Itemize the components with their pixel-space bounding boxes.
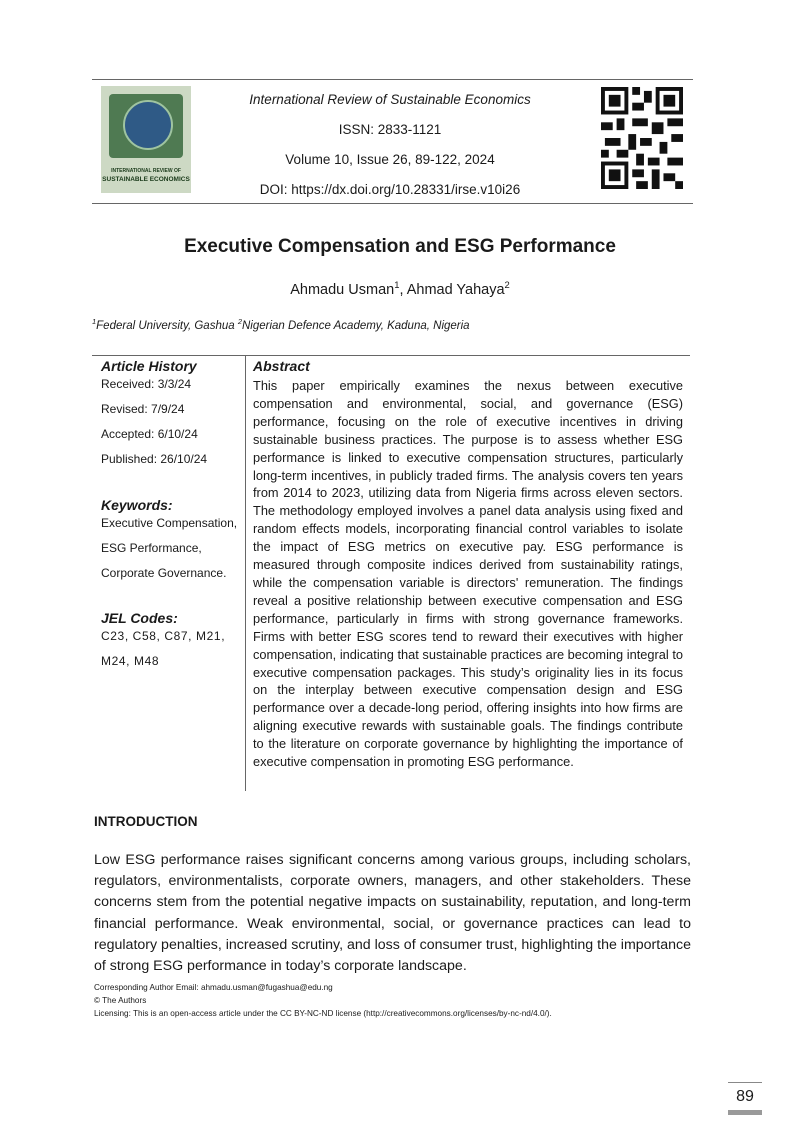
license-notice: Licensing: This is an open-access article under the CC BY-NC-ND license (http://creativecommons.org/licenses/by-nc-nd/4.0/). xyxy=(94,1009,552,1018)
affiliations xyxy=(92,317,470,332)
column-divider xyxy=(245,355,246,791)
author-1-affil-mark: 1 xyxy=(394,279,400,291)
keyword-3: Corporate Governance. xyxy=(101,566,227,580)
author-separator: , xyxy=(399,282,407,298)
issn: ISSN: 2833-1121 xyxy=(338,122,442,137)
page-number-bar xyxy=(728,1110,762,1115)
globe-icon xyxy=(123,100,173,150)
author-2-affil-mark: 2 xyxy=(504,279,510,291)
page-number: 89 xyxy=(736,1088,754,1105)
volume-info: Volume 10, Issue 26, 89-122, 2024 xyxy=(285,152,495,167)
affil-1: Federal University, Gashua xyxy=(96,320,238,332)
logo-caption-line2: SUSTAINABLE ECONOMICS xyxy=(102,176,190,183)
doi[interactable]: DOI: https://dx.doi.org/10.28331/irse.v10i26 xyxy=(259,182,521,197)
published-date: Published: 26/10/24 xyxy=(101,452,208,466)
corresponding-author-email: Corresponding Author Email: ahmadu.usman@fugashua@edu.ng xyxy=(94,983,333,992)
affil-2: Nigerian Defence Academy, Kaduna, Nigeria xyxy=(242,320,470,332)
jel-codes-line1: C23, C58, C87, M21, xyxy=(101,629,226,643)
introduction-text: Low ESG performance raises significant concerns among various groups, including scholars, regulators, environmentalists, corporate owners, managers, and other stakeholders. These concerns stem from the potential negative impacts on sustainability, reputation, and long-term financial performance. Weak environmental, social, or governance practices can lead to regulatory penalties, increased scrutiny, and loss of consumer trust, highlighting the importance of strong ESG performance in today’s corporate landscape. xyxy=(94,852,691,975)
received-date: Received: 3/3/24 xyxy=(101,377,192,391)
header-bottom-rule xyxy=(92,203,693,204)
affil-2-mark: 2 xyxy=(237,317,242,327)
journal-logo xyxy=(101,86,191,193)
authors xyxy=(0,279,800,298)
header-top-rule xyxy=(92,79,693,80)
logo-caption-line1: INTERNATIONAL REVIEW OF xyxy=(111,168,181,174)
copyright-notice: © The Authors xyxy=(94,996,147,1005)
page-number-rule xyxy=(728,1082,762,1083)
article-history-heading: Article History xyxy=(101,358,197,374)
author-2: Ahmad Yahaya xyxy=(406,282,505,298)
author-1: Ahmadu Usman xyxy=(290,282,395,298)
revised-date: Revised: 7/9/24 xyxy=(101,402,185,416)
keyword-2: ESG Performance, xyxy=(101,541,202,555)
journal-name: International Review of Sustainable Economics xyxy=(249,92,531,107)
paper-title: Executive Compensation and ESG Performance xyxy=(184,236,616,257)
abstract-top-rule xyxy=(92,355,690,356)
accepted-date: Accepted: 6/10/24 xyxy=(101,427,198,441)
affil-1-mark: 1 xyxy=(92,317,97,327)
abstract-heading: Abstract xyxy=(253,358,310,374)
qr-code-icon xyxy=(601,87,683,189)
introduction-heading: INTRODUCTION xyxy=(94,814,198,829)
abstract-text: This paper empirically examines the nexus between executive compensation and environmental, social, and governance (ESG) performance, focusing on the role of executive incentives in driving sustainable business practices. The purpose is to assess whether ESG performance is linked to executive compensation structures, particularly long-term incentives, in publicly traded firms. The analysis covers ten years from 2014 to 2023, utilizing data from Nigeria firms across eleven sectors. The methodology employed involves a panel data analysis using fixed and random effects models, incorporating financial control variables to isolate the impact of ESG metrics on executive pay. ESG performance is measured through composite indices derived from sustainability ratings, while the compensation variable is directors' remuneration. The findings reveal a positive relationship between executive compensation and ESG performance, particularly in firms with strong governance frameworks. Firms with better ESG scores tend to reward their executives with higher compensation, indicating that sustainable practices are becoming integral to executive compensation packages. This study’s originality lies in its focus on the interplay between executive compensation design and ESG performance over a decade-long period, offering insights into how firms are aligning executive rewards with sustainable goals. The findings contribute to the literature on corporate governance by highlighting the importance of executive compensation in promoting ESG performance. xyxy=(253,378,683,770)
keyword-1: Executive Compensation, xyxy=(101,516,238,530)
keywords-heading: Keywords: xyxy=(101,497,173,513)
jel-codes-line2: M24, M48 xyxy=(101,654,160,668)
jel-codes-heading: JEL Codes: xyxy=(101,610,178,626)
